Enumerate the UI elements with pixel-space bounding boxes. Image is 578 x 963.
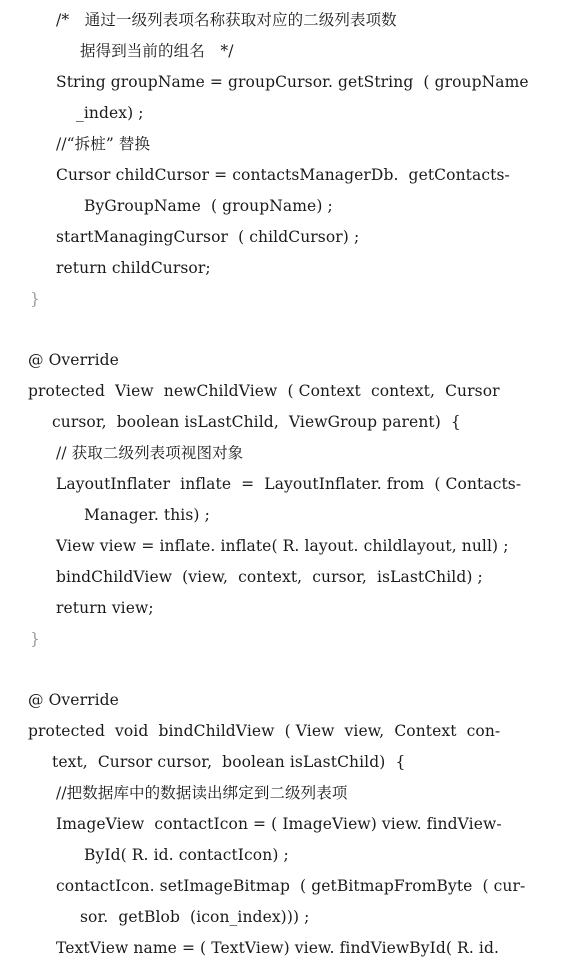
code-line: return view; [56,599,154,617]
code-line: protected void bindChildView ( View view, Context con- [28,722,501,740]
code-line: cursor, boolean isLastChild, ViewGroup parent) { [52,413,461,431]
annotation-line: @ Override [28,351,119,369]
code-line: TextView name = ( TextView) view. findViewById( R. id. [56,939,499,957]
code-line: protected View newChildView ( Context context, Cursor [28,382,500,400]
closing-brace: } [30,290,40,308]
code-comment-line: //把数据库中的数据读出绑定到二级列表项 [56,784,348,802]
code-line: ImageView contactIcon = ( ImageView) view. findView- [56,815,502,833]
code-comment-line: 据得到当前的组名 */ [80,42,234,60]
code-line: contactIcon. setImageBitmap ( getBitmapFromByte ( cur- [56,877,526,895]
code-line: sor. getBlob (icon_index))) ; [80,908,310,926]
code-line: _index) ; [76,104,144,122]
code-comment-line: // 获取二级列表项视图对象 [56,444,244,462]
code-line: ByGroupName ( groupName) ; [84,197,333,215]
code-line: startManagingCursor ( childCursor) ; [56,228,360,246]
code-comment-line: //“拆桩” 替换 [56,135,151,153]
code-line: LayoutInflater inflate = LayoutInflater. from ( Contacts- [56,475,522,493]
code-line: return childCursor; [56,259,211,277]
code-line: Manager. this) ; [84,506,210,524]
code-line: ById( R. id. contactIcon) ; [84,846,289,864]
code-line: Cursor childCursor = contactsManagerDb. getContacts- [56,166,510,184]
code-line: text, Cursor cursor, boolean isLastChild) { [52,753,406,771]
code-line: View view = inflate. inflate( R. layout. childlayout, null) ; [56,537,509,555]
code-comment-line: /* 通过一级列表项名称获取对应的二级列表项数 [56,11,397,29]
code-line: String groupName = groupCursor. getString ( groupName [56,73,529,91]
annotation-line: @ Override [28,691,119,709]
code-line: bindChildView (view, context, cursor, isLastChild) ; [56,568,483,586]
closing-brace: } [30,630,40,648]
